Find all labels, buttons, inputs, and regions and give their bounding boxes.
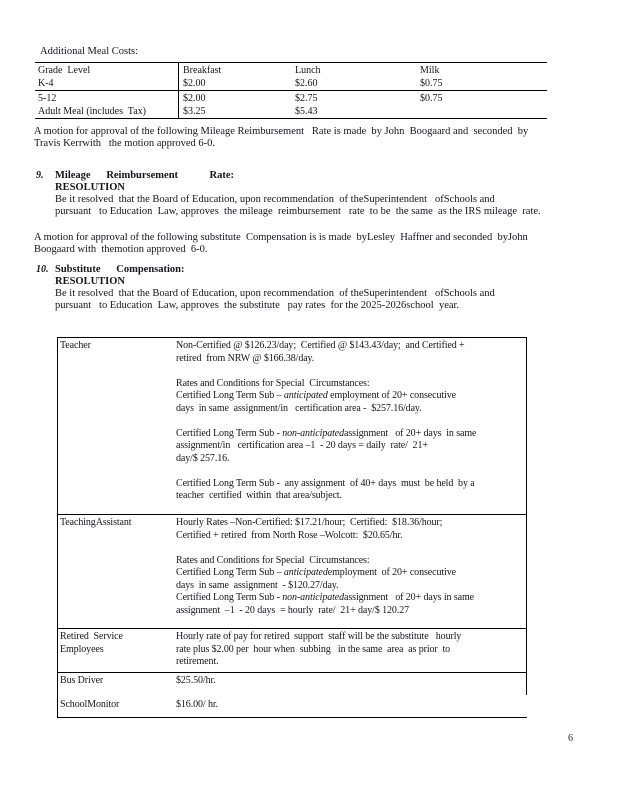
meal-table-row-k4 [35,77,547,90]
text-line: retirement. [176,656,219,667]
text-line: Retired Service [60,631,123,642]
cell-milk: $0.75 [420,93,443,104]
text-line: TeachingAssistant [60,517,132,528]
item-10-number: 10. [36,264,49,275]
text-line: Certified Long Term Sub – anticipatedemployment of 20+ consecutive [176,567,456,578]
text-line: days in same assignment - $120.27/day. [176,579,339,591]
comp-row-content [176,338,527,514]
meal-table-row-adult [35,105,547,118]
text-line: Rates and Conditions for Special Circumstances: [176,377,370,389]
item-9-resolution-text [55,194,596,218]
comp-row-label [58,673,176,697]
comp-row-content [176,629,527,672]
cell-lunch: $5.43 [295,106,318,117]
meal-table-group-1 [35,63,547,91]
item-10-resolution-label: RESOLUTION [55,276,126,287]
item-9-heading [36,170,596,182]
comp-row-content [176,697,527,712]
text-line: $16.00/ hr. [176,699,218,710]
text-line: Bus Driver [60,675,104,686]
text-line: pursuant to Education Law, approves the mileage reimbursement rate to be the same as the IRS mileage rate. [55,206,541,217]
comp-row-retired-service [58,629,527,673]
cell-breakfast: $2.00 [183,93,206,104]
comp-row-label [58,338,176,514]
comp-row-label [58,697,176,712]
text-line [176,542,523,555]
meal-costs-heading: Additional Meal Costs: [40,46,138,57]
text-line [176,365,523,378]
text-line: Rates and Conditions for Special Circumstances: [176,554,370,566]
meal-table-column-divider [178,63,179,118]
text-line: Certified Long Term Sub – anticipated employment of 20+ consecutive [176,390,456,401]
text-line: teacher certified within that area/subject. [176,490,342,501]
text-line: Certified Long Term Sub - non-anticipatedassignment of 20+ days in same [176,592,474,603]
text-line: Teacher [60,340,91,351]
substitute-compensation-table [57,337,527,718]
text-line: Certified Long Term Sub - non-anticipatedassignment of 20+ days in same [176,427,477,439]
item-9-resolution-label: RESOLUTION [55,182,126,193]
text-line: Non-Certified @ $126.23/day; Certified @ $143.43/day; and Certified + [176,340,465,351]
column-header-grade-level: Grade Level [38,65,91,76]
cell-breakfast: $2.00 [183,78,206,89]
mileage-motion-paragraph [34,126,594,150]
item-10-heading [36,264,596,276]
text-line: A motion for approval of the following substitute Compensation is is made byLesley Haffner and seconded byJohn [34,232,528,243]
text-line [176,415,523,428]
text-line: rate plus $2.00 per hour when subbing in the same area as prior to [176,643,451,655]
cell-milk: $0.75 [420,78,443,89]
text-line: assignment/in certification area –1 - 20 days = daily rate/ 21+ [176,440,428,451]
cell-milk [420,105,547,118]
text-line: Be it resolved that the Board of Education, upon recommendation of theSuperintendent ofSchools and [55,288,495,299]
column-header-milk: Milk [420,65,440,76]
agenda-item-9 [36,170,596,218]
text-line: Employees [60,643,104,655]
cell-grade: Adult Meal (includes Tax) [38,106,146,117]
comp-row-bus-driver [58,673,527,697]
cell-breakfast: $3.25 [183,106,206,117]
text-line: Hourly rate of pay for retired support staff will be the substitute hourly [176,631,462,642]
comp-row-content [176,515,527,628]
meal-table-group-2 [35,91,547,118]
text-line: day/$ 257.16. [176,452,230,464]
text-line: Certified Long Term Sub - any assignment of 40+ days must be held by a [176,477,475,489]
meal-table-header-row [35,64,547,77]
text-line: Certified + retired from North Rose –Wolcott: $20.65/hr. [176,529,403,541]
agenda-item-10 [36,264,596,312]
text-line: assignment –1 - 20 days = hourly rate/ 21+ day/$ 120.27 [176,604,410,616]
comp-row-school-monitor [58,697,527,712]
page-number: 6 [568,733,573,744]
cell-grade: 5-12 [38,93,57,104]
item-9-title: Mileage Reimbursement Rate: [55,170,235,181]
column-header-breakfast: Breakfast [183,65,222,76]
comp-table-right-border [526,338,527,695]
text-line: pursuant to Education Law, approves the substitute pay rates for the 2025-2026school year. [55,300,460,311]
text-line: Travis Kerrwith the motion approved 6-0. [34,138,216,149]
text-line [176,465,523,478]
item-9-number: 9. [36,170,44,181]
comp-row-label [58,515,176,628]
text-line: Hourly Rates –Non-Certified: $17.21/hour; Certified: $18.36/hour; [176,517,443,528]
text-line: SchoolMonitor [60,699,120,710]
meal-table-row-512 [35,92,547,105]
cell-grade: K-4 [38,78,54,89]
comp-row-teacher [58,338,527,515]
text-line: A motion for approval of the following Mileage Reimbursement Rate is made by John Boogaard and seconded by [34,126,529,137]
text-line: $25.50/hr. [176,675,216,686]
cell-lunch: $2.60 [295,78,318,89]
meal-costs-table [35,62,547,119]
text-line: Be it resolved that the Board of Education, upon recommendation of theSuperintendent ofSchools and [55,194,495,205]
comp-row-label [58,629,176,672]
substitute-motion-paragraph [34,232,594,256]
text-line: days in same assignment/in certification area - $257.16/day. [176,402,422,414]
column-header-lunch: Lunch [295,65,321,76]
text-line: retired from NRW @ $166.38/day. [176,352,315,364]
comp-row-content [176,673,527,697]
item-10-title: Substitute Compensation: [55,264,185,275]
cell-lunch: $2.75 [295,93,318,104]
text-line: Boogaard with themotion approved 6-0. [34,244,208,255]
comp-row-teaching-assistant [58,515,527,629]
item-10-resolution-text [55,288,596,312]
